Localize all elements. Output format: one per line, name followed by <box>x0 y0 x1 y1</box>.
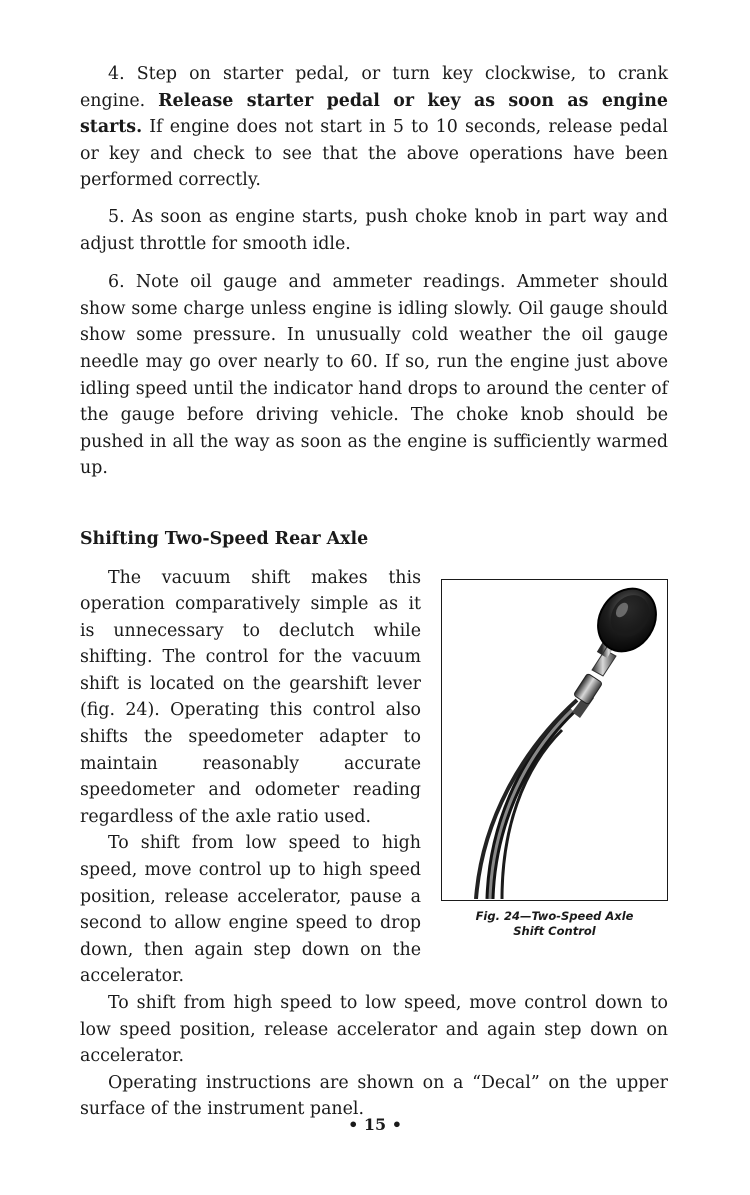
caption-line-1: Fig. 24—Two-Speed Axle <box>475 908 634 923</box>
figure-24 <box>441 579 668 939</box>
section-intro-paragraph: The vacuum shift makes this operation comparatively simple as it is unnecessary to declutch while shifting. The control for the vacuum shift is located on the gearshift lever (fig. 24). Operating this control also shifts the speedometer adapter to maintain reasonably accurate speedometer and odometer reading regardless of the axle ratio used. <box>80 567 421 827</box>
step-4-bold-warning: Release starter pedal or key as soon as engine starts. <box>80 90 668 138</box>
step-5-paragraph: 5. As soon as engine starts, push choke knob in part way and adjust throttle for smooth idle. <box>80 206 668 254</box>
figure-frame <box>441 579 668 901</box>
low-to-high-paragraph: To shift from low speed to high speed, move control up to high speed position, release accelerator, pause a second to allow engine speed to drop down, then again step down on the accelerator. <box>80 833 421 987</box>
shift-control-lever-image <box>442 580 666 899</box>
step-4-tail: If engine does not start in 5 to 10 seconds, release pedal or key and check to see that the above operations have been performed correctly. <box>80 117 668 191</box>
decal-paragraph: Operating instructions are shown on a “Decal” on the upper surface of the instrument panel. <box>80 1072 668 1120</box>
page-number: • 15 • <box>348 1115 402 1134</box>
section-heading: Shifting Two-Speed Rear Axle <box>80 528 369 549</box>
high-to-low-paragraph: To shift from high speed to low speed, move control down to low speed position, release accelerator and again step down on accelerator. <box>80 993 668 1067</box>
page-body <box>80 61 668 1123</box>
figure-caption <box>441 909 668 939</box>
caption-line-2: Shift Control <box>513 923 596 938</box>
step-4-paragraph <box>80 61 668 194</box>
step-6-paragraph: 6. Note oil gauge and ammeter readings. Ammeter should show some charge unless engine is idling slowly. Oil gauge should show some pressure. In unusually cold weather the oil gauge needle may go over nearly to 60. If so, run the engine just above idling speed until the indicator hand drops to around the center of the gauge before driving vehicle. The choke knob should be pushed in all the way as soon as the engine is sufficiently warmed up. <box>80 272 668 479</box>
step-4-lead: 4. Step on starter pedal, or turn key clockwise, to crank engine. <box>80 64 668 111</box>
